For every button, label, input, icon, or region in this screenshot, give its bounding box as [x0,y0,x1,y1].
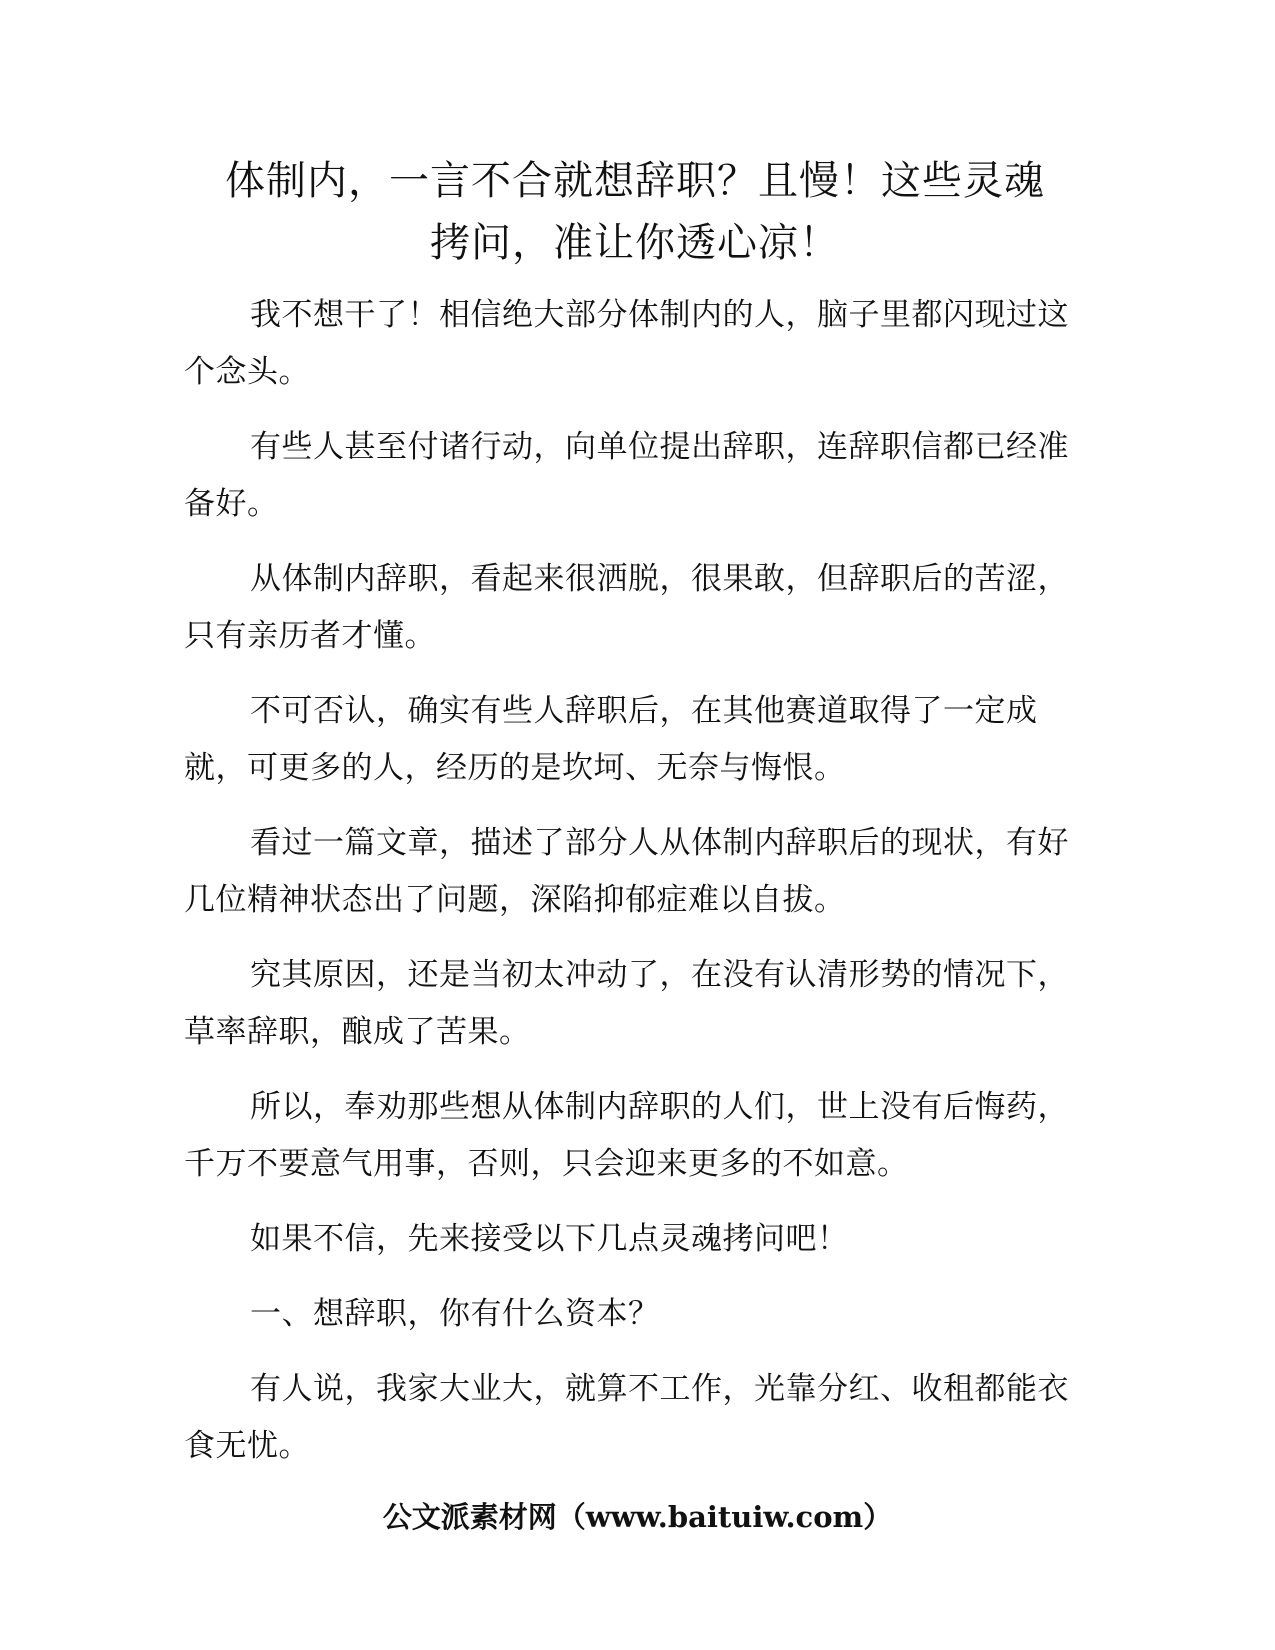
paragraph-7: 所以，奉劝那些想从体制内辞职的人们，世上没有后悔药，千万不要意气用事，否则，只会迎来更多的不如意。 [184,1089,1069,1182]
paragraph-6: 究其原因，还是当初太冲动了，在没有认清形势的情况下，草率辞职，酿成了苦果。 [184,957,1069,1050]
document-body [184,287,1084,1493]
paragraph-9: 有人说，我家大业大，就算不工作，光靠分红、收租都能衣食无忧。 [184,1371,1069,1464]
paragraph-4: 不可否认，确实有些人辞职后，在其他赛道取得了一定成就，可更多的人，经历的是坎坷、无奈与悔恨。 [184,693,1038,786]
paragraph-3: 从体制内辞职，看起来很洒脱，很果敢，但辞职后的苦涩，只有亲历者才懂。 [184,561,1069,654]
paragraph-2: 有些人甚至付诸行动，向单位提出辞职，连辞职信都已经准备好。 [184,429,1069,522]
document-title [180,150,1090,274]
paragraph-1: 我不想干了！相信绝大部分体制内的人，脑子里都闪现过这个念头。 [184,297,1069,390]
paragraph-8: 如果不信，先来接受以下几点灵魂拷问吧！ [250,1221,849,1257]
paragraph-5: 看过一篇文章，描述了部分人从体制内辞职后的现状，有好几位精神状态出了问题，深陷抑郁症难以自拔。 [184,825,1069,918]
footer-source: 公文派素材网（www.baituiw.com） [382,1500,893,1534]
title-line-1: 体制内，一言不合就想辞职？且慢！这些灵魂 [225,158,1045,204]
title-line-2: 拷问，准让你透心凉！ [430,220,840,266]
section-heading-1: 一、想辞职，你有什么资本？ [250,1296,660,1332]
